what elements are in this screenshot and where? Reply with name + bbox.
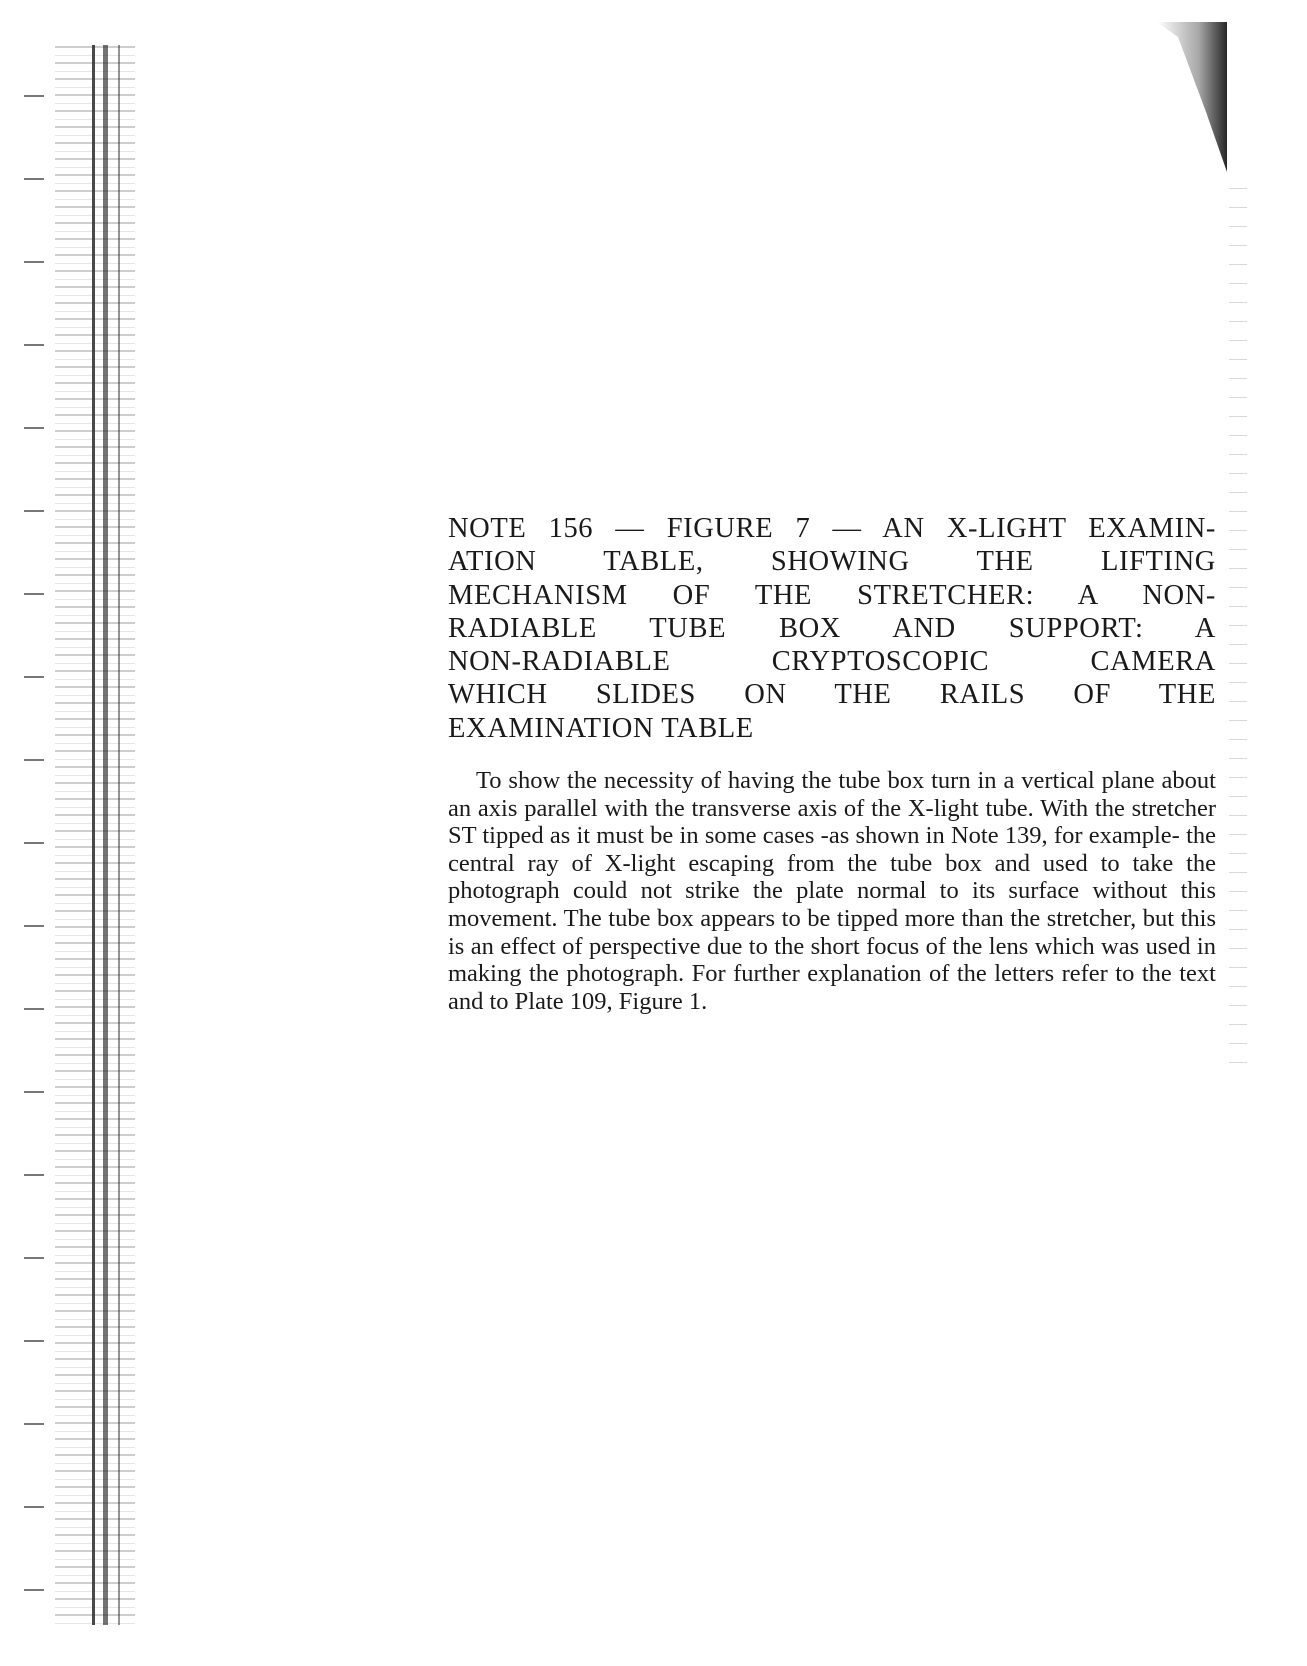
margin-tick	[24, 427, 44, 429]
margin-tick	[24, 178, 44, 180]
margin-tick	[24, 95, 44, 97]
margin-tick	[24, 842, 44, 844]
margin-tick	[24, 1174, 44, 1176]
caption-line: MECHANISM OF THE STRETCHER: A NON-	[448, 579, 1216, 611]
binding-shadow-line	[118, 45, 120, 1625]
margin-tick	[24, 1506, 44, 1508]
margin-tick	[24, 676, 44, 678]
margin-tick	[24, 510, 44, 512]
margin-tick	[24, 344, 44, 346]
caption-line: ATION TABLE, SHOWING THE LIFTING	[448, 546, 1216, 578]
margin-tick	[24, 1091, 44, 1093]
margin-tick	[24, 1340, 44, 1342]
caption-line: NOTE 156 — FIGURE 7 — AN X-LIGHT EXAMIN-	[448, 513, 1216, 544]
margin-tick	[24, 593, 44, 595]
margin-tick	[24, 1008, 44, 1010]
margin-ticks	[24, 95, 54, 1655]
scan-edge-speckle	[1229, 170, 1247, 1070]
binding-shadow-line	[92, 45, 95, 1625]
figure-caption	[448, 512, 1216, 745]
caption-line: RADIABLE TUBE BOX AND SUPPORT: A	[448, 612, 1216, 644]
margin-tick	[24, 1423, 44, 1425]
caption-line: WHICH SLIDES ON THE RAILS OF THE	[448, 679, 1216, 711]
margin-tick	[24, 1589, 44, 1591]
margin-tick	[24, 1257, 44, 1259]
binding-shadow-line	[103, 45, 108, 1625]
scan-corner-shadow	[1157, 22, 1227, 172]
caption-line: EXAMINATION TABLE	[448, 712, 754, 744]
page-binding-edge	[55, 40, 135, 1630]
note-body-paragraph: To show the necessity of having the tube box turn in a vertical plane about an axis parallel with the transverse axis of the X-light tube. With the stretcher ST tipped as it must be in some cases -as shown in Note 139, for example- the central ray of X-light escaping from the tube box and used to take the photograph could not strike the plate normal to its surface without this movement. The tube box appears to be tipped more than the stretcher, but this is an effect of perspective due to the short focus of the lens which was used in making the photograph. For further explanation of the letters refer to the text and to Plate 109, Figure 1.	[448, 767, 1216, 1015]
margin-tick	[24, 261, 44, 263]
margin-tick	[24, 925, 44, 927]
caption-line: NON-RADIABLE CRYPTOSCOPIC CAMERA	[448, 646, 1216, 678]
margin-tick	[24, 759, 44, 761]
note-block	[448, 512, 1216, 1015]
